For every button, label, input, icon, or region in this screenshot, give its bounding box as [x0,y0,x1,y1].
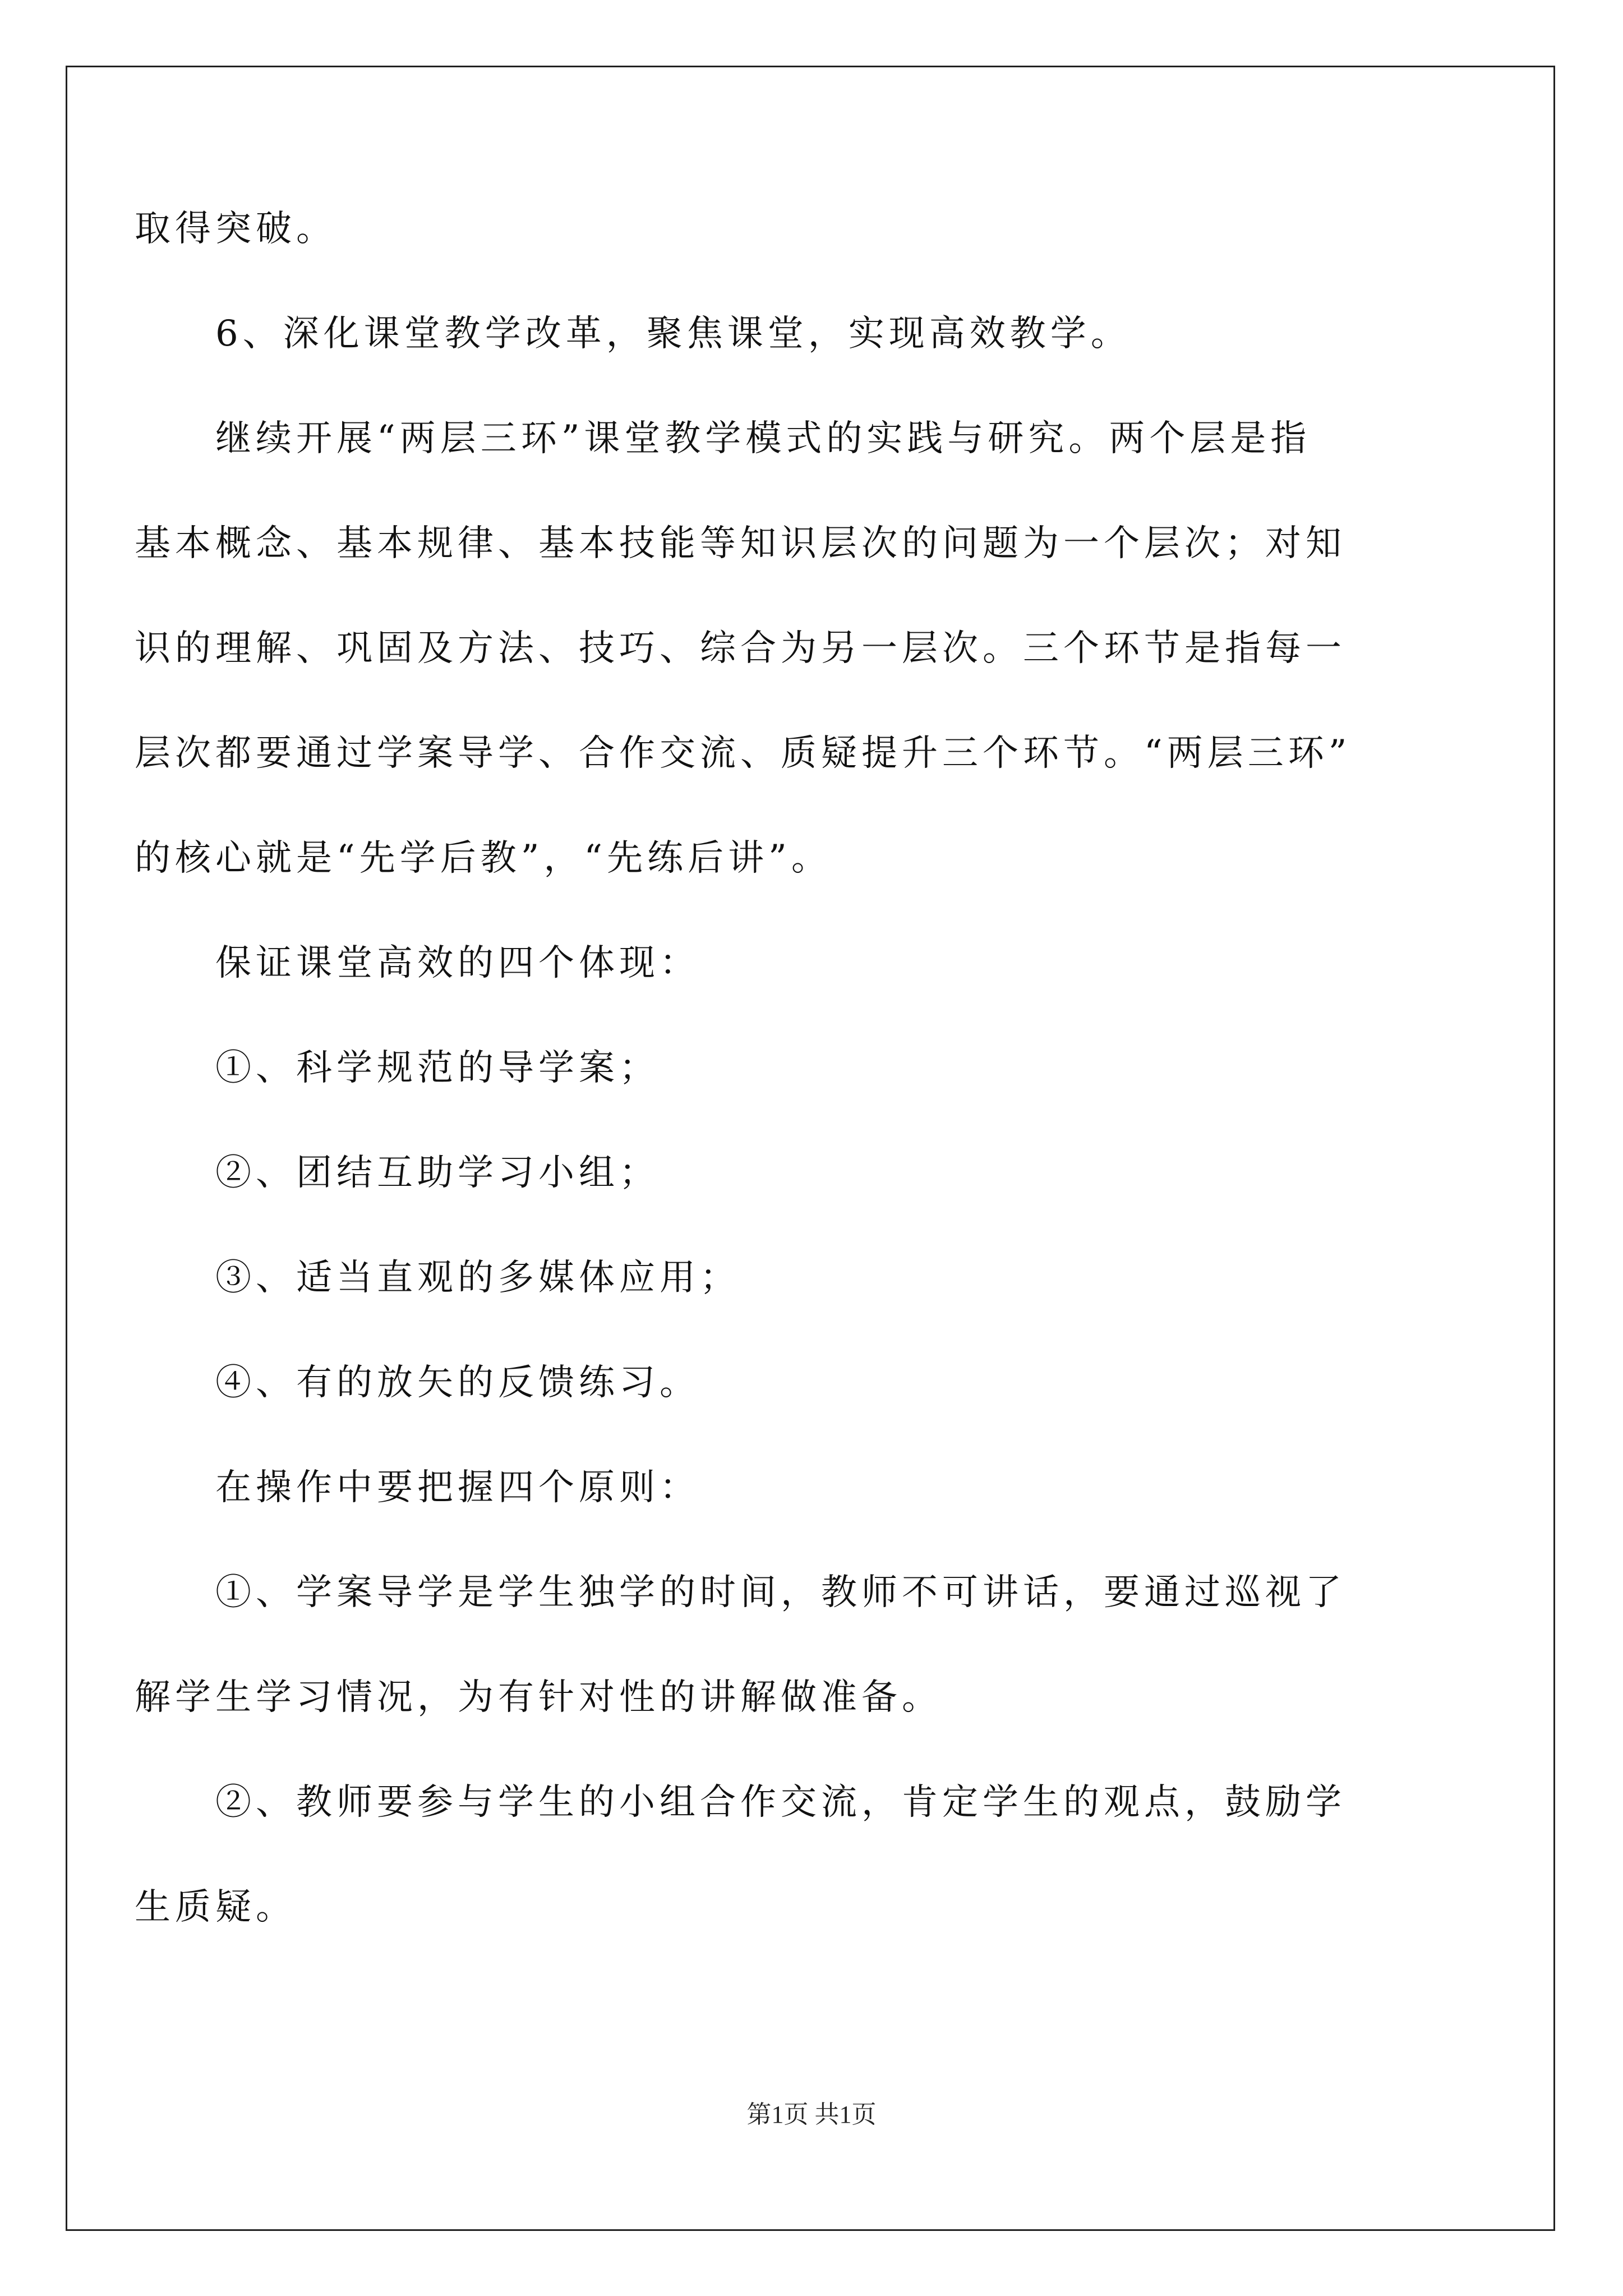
paragraph-line: 的核心就是“先学后教”，“先练后讲”。 [135,838,832,879]
page-number: 第1页 共1页 [746,2101,877,2128]
paragraph-line: 识的理解、巩固及方法、技巧、综合为另一层次。三个环节是指每一 [135,628,1346,669]
paragraph-line: 层次都要通过学案导学、合作交流、质疑提升三个环节。“两层三环” [135,733,1352,774]
list-item: ①、学案导学是学生独学的时间，教师不可讲话，要通过巡视了 [215,1572,1346,1613]
list-item: ②、团结互助学习小组； [215,1152,660,1194]
list-heading: 在操作中要把握四个原则： [215,1467,700,1508]
list-item-continuation: 解学生学习情况，为有针对性的讲解做准备。 [135,1677,942,1718]
list-item: ①、科学规范的导学案； [215,1047,660,1089]
text-line: 取得突破。 [135,208,336,250]
paragraph-line: 基本概念、基本规律、基本技能等知识层次的问题为一个层次；对知 [135,523,1346,564]
list-item: ②、教师要参与学生的小组合作交流，肯定学生的观点，鼓励学 [215,1782,1346,1823]
list-item: ③、适当直观的多媒体应用； [215,1257,740,1299]
list-item-continuation: 生质疑。 [135,1887,296,1928]
list-heading: 保证课堂高效的四个体现： [215,942,700,984]
list-item: ④、有的放矢的反馈练习。 [215,1362,700,1404]
paragraph-line: 继续开展“两层三环”课堂教学模式的实践与研究。两个层是指 [215,418,1311,459]
section-heading: 6、深化课堂教学改革，聚焦课堂，实现高效教学。 [215,313,1131,355]
